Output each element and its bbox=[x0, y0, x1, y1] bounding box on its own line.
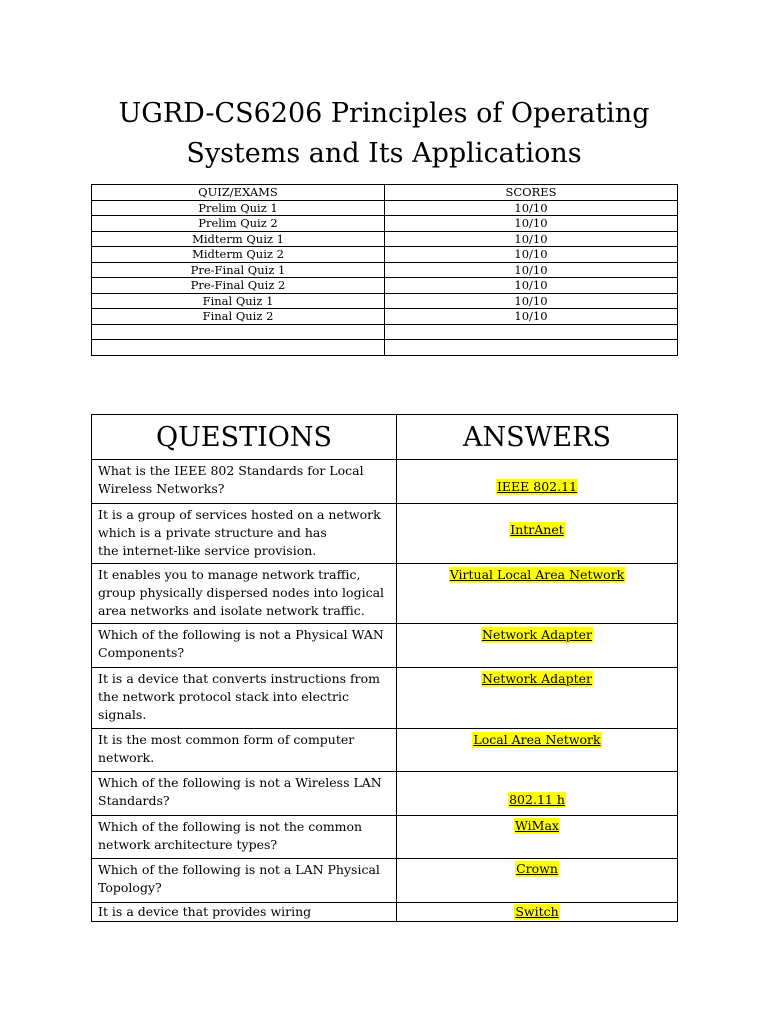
title-line-2: Systems and Its Applications bbox=[186, 138, 582, 169]
quiz-score: 10/10 bbox=[385, 247, 678, 263]
answer-cell bbox=[397, 903, 678, 922]
column-header-answers: ANSWERS bbox=[397, 415, 678, 460]
question-line: group physically dispersed nodes into logical bbox=[98, 585, 385, 600]
question-line: network architecture types? bbox=[98, 837, 278, 852]
quiz-name: Prelim Quiz 2 bbox=[92, 216, 385, 232]
quiz-name: Pre-Final Quiz 1 bbox=[92, 262, 385, 278]
question-line: Components? bbox=[98, 645, 185, 660]
table-row-empty bbox=[92, 340, 678, 356]
table-row bbox=[92, 564, 678, 624]
question-cell bbox=[92, 903, 397, 922]
answer-cell bbox=[397, 564, 678, 624]
table-row bbox=[92, 262, 678, 278]
answer-cell bbox=[397, 504, 678, 564]
quiz-name: Final Quiz 1 bbox=[92, 293, 385, 309]
table-row bbox=[92, 278, 678, 294]
table-row bbox=[92, 668, 678, 729]
questions-answers-table bbox=[91, 414, 678, 922]
answer-cell bbox=[397, 859, 678, 903]
table-row bbox=[92, 772, 678, 816]
quiz-name bbox=[92, 324, 385, 340]
answer-cell bbox=[397, 772, 678, 816]
quiz-score: 10/10 bbox=[385, 293, 678, 309]
quiz-score: 10/10 bbox=[385, 200, 678, 216]
quiz-name bbox=[92, 340, 385, 356]
question-line: Which of the following is not a Wireless LAN bbox=[98, 775, 382, 790]
quiz-score: 10/10 bbox=[385, 216, 678, 232]
quiz-score: 10/10 bbox=[385, 278, 678, 294]
answer-cell bbox=[397, 729, 678, 772]
scores-table bbox=[91, 184, 678, 356]
quiz-name: Midterm Quiz 1 bbox=[92, 231, 385, 247]
quiz-score: 10/10 bbox=[385, 231, 678, 247]
qa-header-row bbox=[92, 415, 678, 460]
scores-header-row bbox=[92, 185, 678, 201]
answer-cell bbox=[397, 668, 678, 729]
answer-highlight: Virtual Local Area Network bbox=[449, 567, 625, 582]
column-header-quiz-exams: QUIZ/EXAMS bbox=[92, 185, 385, 201]
column-header-questions: QUESTIONS bbox=[92, 415, 397, 460]
table-row bbox=[92, 293, 678, 309]
quiz-name: Pre-Final Quiz 2 bbox=[92, 278, 385, 294]
quiz-score bbox=[385, 340, 678, 356]
answer-highlight: Network Adapter bbox=[482, 627, 592, 642]
table-row bbox=[92, 309, 678, 325]
question-cell bbox=[92, 859, 397, 903]
answer-highlight: WiMax bbox=[515, 818, 559, 833]
answer-cell bbox=[397, 816, 678, 859]
table-row bbox=[92, 231, 678, 247]
quiz-score bbox=[385, 324, 678, 340]
quiz-score: 10/10 bbox=[385, 262, 678, 278]
table-row bbox=[92, 200, 678, 216]
question-cell bbox=[92, 772, 397, 816]
title-line-1: UGRD-CS6206 Principles of Operating bbox=[118, 98, 650, 129]
table-row bbox=[92, 216, 678, 232]
question-cell bbox=[92, 504, 397, 564]
question-line: network. bbox=[98, 750, 155, 765]
question-line: It is the most common form of computer bbox=[98, 732, 355, 747]
answer-highlight: IntrAnet bbox=[510, 522, 564, 537]
question-line: It is a group of services hosted on a network bbox=[98, 507, 381, 522]
question-line: It is a device that converts instructions from bbox=[98, 671, 381, 686]
answer-highlight: Crown bbox=[516, 861, 558, 876]
table-row bbox=[92, 460, 678, 504]
table-row-empty bbox=[92, 324, 678, 340]
question-cell bbox=[92, 624, 397, 668]
document-title bbox=[0, 94, 768, 174]
question-cell bbox=[92, 668, 397, 729]
table-row bbox=[92, 624, 678, 668]
answer-highlight: IEEE 802.11 bbox=[496, 479, 578, 494]
question-cell bbox=[92, 460, 397, 504]
question-line: Wireless Networks? bbox=[98, 481, 225, 496]
question-line: Standards? bbox=[98, 793, 170, 808]
answer-highlight: Local Area Network bbox=[473, 732, 601, 747]
column-header-scores: SCORES bbox=[385, 185, 678, 201]
quiz-name: Prelim Quiz 1 bbox=[92, 200, 385, 216]
answer-cell bbox=[397, 624, 678, 668]
question-line: which is a private structure and has bbox=[98, 525, 327, 540]
table-row bbox=[92, 729, 678, 772]
table-row bbox=[92, 247, 678, 263]
table-row bbox=[92, 816, 678, 859]
quiz-score: 10/10 bbox=[385, 309, 678, 325]
question-line: Topology? bbox=[98, 880, 162, 895]
question-cell bbox=[92, 564, 397, 624]
question-line: Which of the following is not a Physical WAN bbox=[98, 627, 384, 642]
question-line: What is the IEEE 802 Standards for Local bbox=[98, 463, 364, 478]
question-cell bbox=[92, 816, 397, 859]
table-row bbox=[92, 859, 678, 903]
table-row bbox=[92, 504, 678, 564]
answer-highlight: 802.11 h bbox=[509, 792, 565, 807]
question-line: It is a device that provides wiring bbox=[98, 904, 312, 919]
question-line: It enables you to manage network traffic, bbox=[98, 567, 361, 582]
question-line: Which of the following is not a LAN Physical bbox=[98, 862, 380, 877]
question-line: the internet-like service provision. bbox=[98, 543, 317, 558]
table-row bbox=[92, 903, 678, 922]
answer-cell bbox=[397, 460, 678, 504]
answer-highlight: Network Adapter bbox=[482, 671, 592, 686]
question-line: Which of the following is not the common bbox=[98, 819, 363, 834]
quiz-name: Final Quiz 2 bbox=[92, 309, 385, 325]
answer-highlight: Switch bbox=[515, 904, 559, 919]
question-line: area networks and isolate network traffic. bbox=[98, 603, 365, 618]
quiz-name: Midterm Quiz 2 bbox=[92, 247, 385, 263]
question-line: signals. bbox=[98, 707, 147, 722]
question-cell bbox=[92, 729, 397, 772]
question-line: the network protocol stack into electric bbox=[98, 689, 350, 704]
